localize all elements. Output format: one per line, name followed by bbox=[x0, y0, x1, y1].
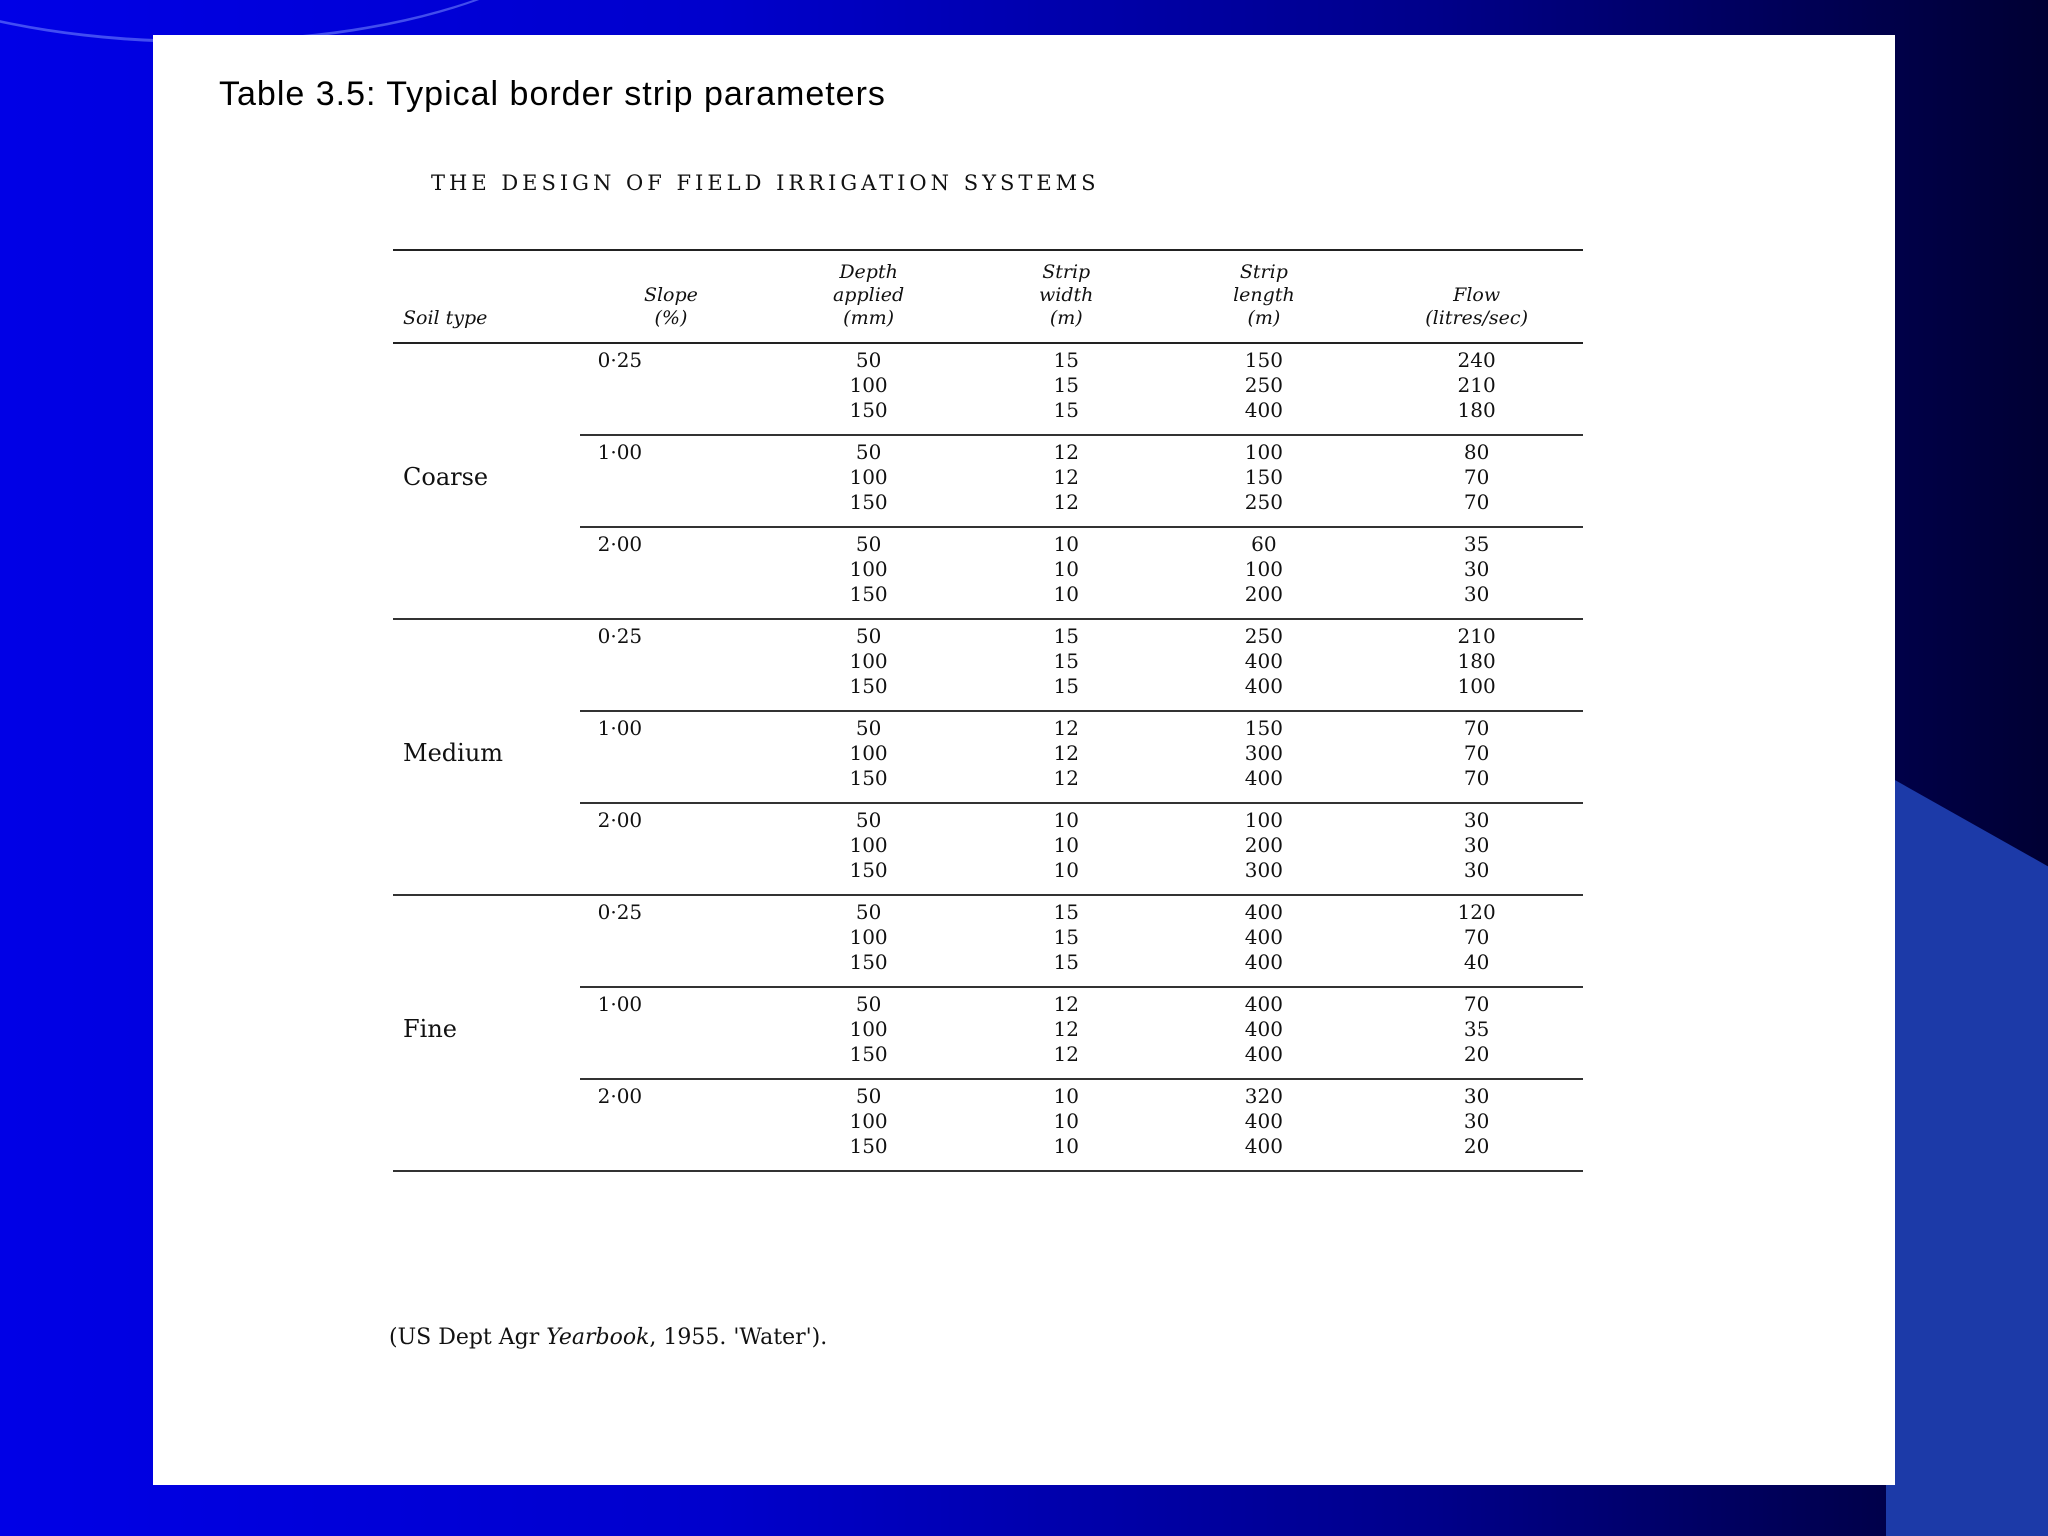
depth-cell: 50 100 150 bbox=[762, 895, 975, 987]
flow-cell: 70 70 70 bbox=[1370, 711, 1583, 803]
width-cell: 10 10 10 bbox=[975, 1079, 1158, 1171]
table-row bbox=[393, 895, 1583, 987]
source-title: Yearbook bbox=[546, 1325, 650, 1350]
width-cell: 15 15 15 bbox=[975, 343, 1158, 435]
header-slope: Slope (%) bbox=[580, 250, 763, 343]
length-cell: 250 400 400 bbox=[1158, 619, 1371, 711]
background-corner-decoration bbox=[1886, 775, 2048, 1536]
width-cell: 15 15 15 bbox=[975, 619, 1158, 711]
soil-type-cell: Coarse bbox=[393, 343, 580, 619]
depth-cell: 50 100 150 bbox=[762, 435, 975, 527]
table-row bbox=[393, 343, 1583, 435]
width-cell: 10 10 10 bbox=[975, 527, 1158, 619]
width-cell: 10 10 10 bbox=[975, 803, 1158, 895]
soil-type-cell: Fine bbox=[393, 895, 580, 1171]
soil-type-cell: Medium bbox=[393, 619, 580, 895]
slope-cell: 2·00 bbox=[580, 527, 763, 619]
header-flow: Flow (litres/sec) bbox=[1370, 250, 1583, 343]
source-prefix: (US Dept Agr bbox=[389, 1325, 547, 1350]
flow-cell: 210 180 100 bbox=[1370, 619, 1583, 711]
depth-cell: 50 100 150 bbox=[762, 803, 975, 895]
flow-cell: 30 30 20 bbox=[1370, 1079, 1583, 1171]
flow-cell: 70 35 20 bbox=[1370, 987, 1583, 1079]
length-cell: 100 150 250 bbox=[1158, 435, 1371, 527]
width-cell: 12 12 12 bbox=[975, 435, 1158, 527]
depth-cell: 50 100 150 bbox=[762, 527, 975, 619]
slope-cell: 1·00 bbox=[580, 435, 763, 527]
slope-cell: 1·00 bbox=[580, 711, 763, 803]
flow-cell: 240 210 180 bbox=[1370, 343, 1583, 435]
header-strip-width: Strip width (m) bbox=[975, 250, 1158, 343]
depth-cell: 50 100 150 bbox=[762, 1079, 975, 1171]
depth-cell: 50 100 150 bbox=[762, 619, 975, 711]
source-citation bbox=[389, 1325, 827, 1350]
width-cell: 15 15 15 bbox=[975, 895, 1158, 987]
source-suffix: , 1955. 'Water'). bbox=[649, 1325, 828, 1350]
book-running-header: THE DESIGN OF FIELD IRRIGATION SYSTEMS bbox=[431, 171, 1100, 195]
header-soil-type: Soil type bbox=[393, 250, 580, 343]
length-cell: 400 400 400 bbox=[1158, 987, 1371, 1079]
header-depth-applied: Depth applied (mm) bbox=[762, 250, 975, 343]
slope-cell: 0·25 bbox=[580, 619, 763, 711]
table-title: Table 3.5: Typical border strip parameters bbox=[219, 75, 886, 113]
slope-cell: 2·00 bbox=[580, 1079, 763, 1171]
width-cell: 12 12 12 bbox=[975, 987, 1158, 1079]
slope-cell: 0·25 bbox=[580, 895, 763, 987]
slope-cell: 1·00 bbox=[580, 987, 763, 1079]
width-cell: 12 12 12 bbox=[975, 711, 1158, 803]
slope-cell: 2·00 bbox=[580, 803, 763, 895]
border-strip-table bbox=[393, 249, 1583, 1172]
length-cell: 60 100 200 bbox=[1158, 527, 1371, 619]
length-cell: 100 200 300 bbox=[1158, 803, 1371, 895]
flow-cell: 120 70 40 bbox=[1370, 895, 1583, 987]
length-cell: 400 400 400 bbox=[1158, 895, 1371, 987]
flow-cell: 80 70 70 bbox=[1370, 435, 1583, 527]
slope-cell: 0·25 bbox=[580, 343, 763, 435]
flow-cell: 30 30 30 bbox=[1370, 803, 1583, 895]
depth-cell: 50 100 150 bbox=[762, 711, 975, 803]
length-cell: 150 300 400 bbox=[1158, 711, 1371, 803]
length-cell: 320 400 400 bbox=[1158, 1079, 1371, 1171]
header-strip-length: Strip length (m) bbox=[1158, 250, 1371, 343]
length-cell: 150 250 400 bbox=[1158, 343, 1371, 435]
table-header-row bbox=[393, 250, 1583, 343]
slide-content-panel bbox=[153, 35, 1895, 1485]
flow-cell: 35 30 30 bbox=[1370, 527, 1583, 619]
depth-cell: 50 100 150 bbox=[762, 987, 975, 1079]
table-row bbox=[393, 619, 1583, 711]
depth-cell: 50 100 150 bbox=[762, 343, 975, 435]
